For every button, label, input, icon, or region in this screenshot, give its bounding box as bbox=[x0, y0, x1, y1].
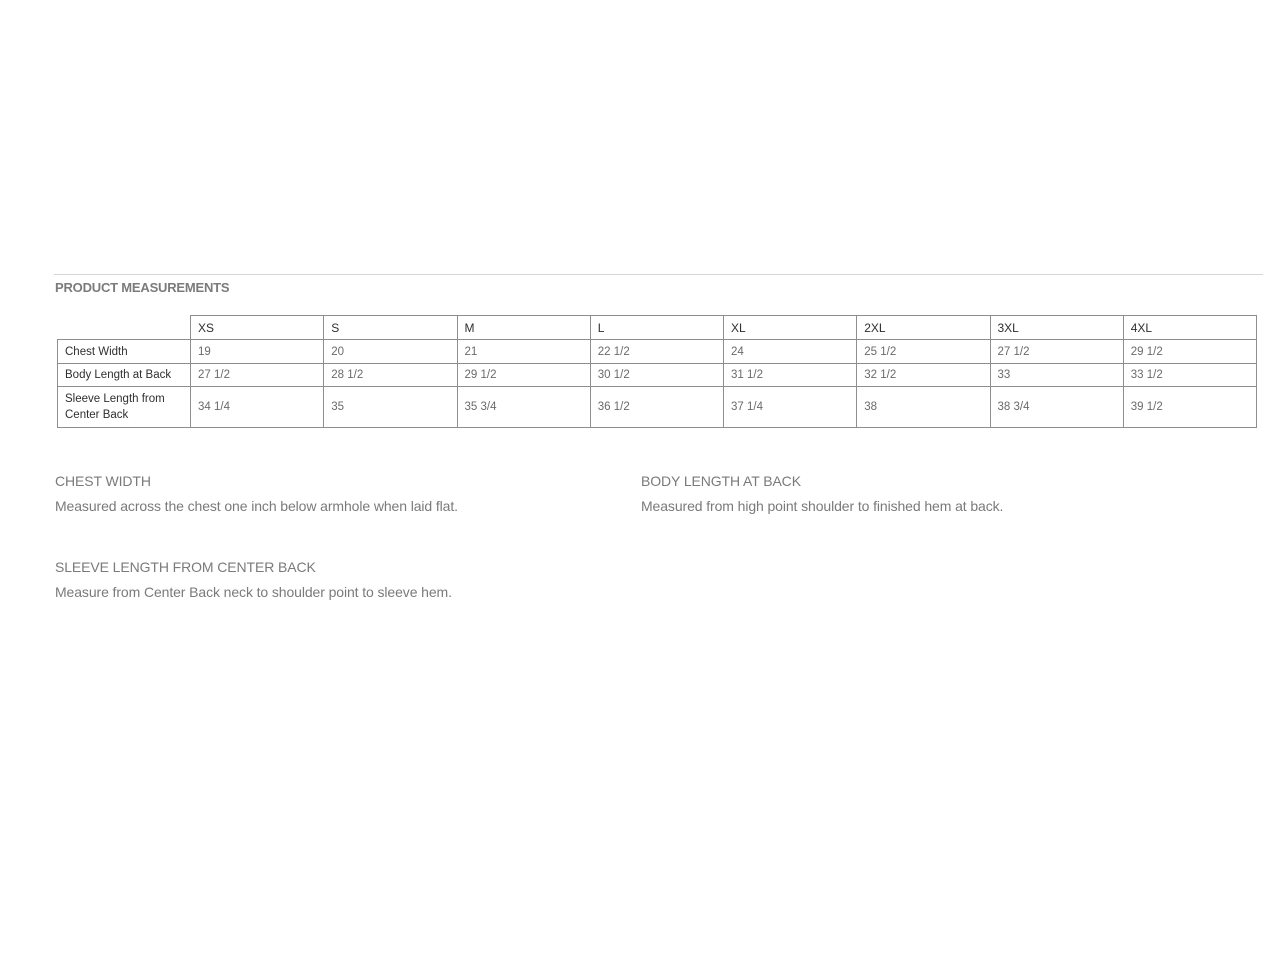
table-cell: 37 1/4 bbox=[724, 387, 857, 428]
sleeve-length-heading: SLEEVE LENGTH FROM CENTER BACK bbox=[55, 559, 316, 575]
table-cell: 33 bbox=[990, 364, 1123, 387]
table-cell: 29 1/2 bbox=[1123, 340, 1256, 364]
table-cell: 39 1/2 bbox=[1123, 387, 1256, 428]
section-title: PRODUCT MEASUREMENTS bbox=[55, 280, 230, 295]
size-header-xl: XL bbox=[724, 316, 857, 340]
table-cell: 38 bbox=[857, 387, 990, 428]
chest-width-description bbox=[55, 473, 615, 514]
table-cell: 28 1/2 bbox=[324, 364, 457, 387]
table-cell: 36 1/2 bbox=[590, 387, 723, 428]
row-label: Sleeve Length from Center Back bbox=[58, 387, 191, 428]
size-header-2xl: 2XL bbox=[857, 316, 990, 340]
table-cell: 29 1/2 bbox=[457, 364, 590, 387]
table-cell: 30 1/2 bbox=[590, 364, 723, 387]
table-cell: 33 1/2 bbox=[1123, 364, 1256, 387]
row-label: Body Length at Back bbox=[58, 364, 191, 387]
body-length-text: Measured from high point shoulder to finished hem at back. bbox=[641, 498, 1004, 514]
table-row-body-length bbox=[58, 364, 1257, 387]
table-row-chest-width bbox=[58, 340, 1257, 364]
size-header-m: M bbox=[457, 316, 590, 340]
size-header-4xl: 4XL bbox=[1123, 316, 1256, 340]
table-cell: 19 bbox=[191, 340, 324, 364]
size-header-3xl: 3XL bbox=[990, 316, 1123, 340]
row-label: Chest Width bbox=[58, 340, 191, 364]
size-header-l: L bbox=[590, 316, 723, 340]
table-cell: 20 bbox=[324, 340, 457, 364]
table-cell: 35 3/4 bbox=[457, 387, 590, 428]
sleeve-length-text: Measure from Center Back neck to shoulder point to sleeve hem. bbox=[55, 584, 452, 600]
table-cell: 34 1/4 bbox=[191, 387, 324, 428]
size-header-xs: XS bbox=[191, 316, 324, 340]
chest-width-text: Measured across the chest one inch below armhole when laid flat. bbox=[55, 498, 458, 514]
size-header-row bbox=[58, 316, 1257, 340]
table-cell: 35 bbox=[324, 387, 457, 428]
table-cell: 32 1/2 bbox=[857, 364, 990, 387]
table-cell: 38 3/4 bbox=[990, 387, 1123, 428]
table-cell: 27 1/2 bbox=[191, 364, 324, 387]
body-length-heading: BODY LENGTH AT BACK bbox=[641, 473, 801, 489]
chest-width-heading: CHEST WIDTH bbox=[55, 473, 151, 489]
table-cell: 21 bbox=[457, 340, 590, 364]
table-cell: 22 1/2 bbox=[590, 340, 723, 364]
section-divider bbox=[54, 274, 1263, 275]
table-row-sleeve-length bbox=[58, 387, 1257, 428]
table-cell: 25 1/2 bbox=[857, 340, 990, 364]
sleeve-length-description bbox=[55, 559, 615, 600]
table-corner-cell bbox=[58, 316, 191, 340]
table-cell: 27 1/2 bbox=[990, 340, 1123, 364]
size-header-s: S bbox=[324, 316, 457, 340]
body-length-description bbox=[641, 473, 1201, 514]
table-cell: 24 bbox=[724, 340, 857, 364]
table-cell: 31 1/2 bbox=[724, 364, 857, 387]
size-chart-table bbox=[57, 315, 1257, 428]
